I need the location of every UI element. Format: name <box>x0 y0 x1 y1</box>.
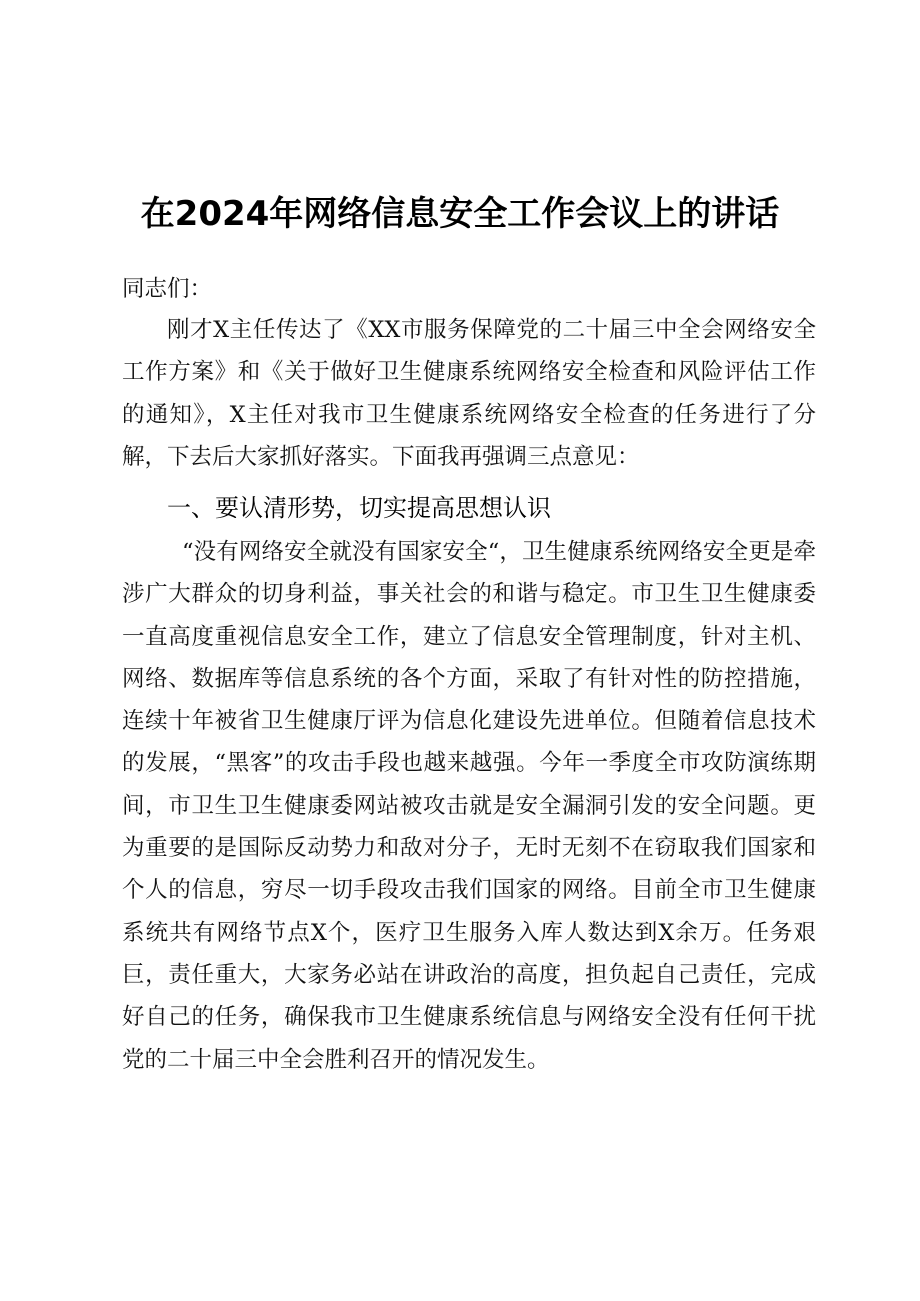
document-title: 在2024年网络信息安全工作会议上的讲话 <box>140 194 780 234</box>
paragraph-intro: 刚才X主任传达了《XX市服务保障党的二十届三中全会网络安全工作方案》和《关于做好卫生健康系统网络安全检查和风险评估工作的通知》，X主任对我市卫生健康系统网络安全检查的任务进行了分解，下去后大家抓好落实。下面我再强调三点意见： <box>122 317 816 470</box>
section-heading-1: 一、要认清形势，切实提高思想认识 <box>167 494 551 522</box>
salutation: 同志们： <box>122 276 213 302</box>
paragraph-situation: “没有网络安全就没有国家安全“，卫生健康系统网络安全更是牵涉广大群众的切身利益，事关社会的和谐与稳定。市卫生卫生健康委一直高度重视信息安全工作，建立了信息安全管理制度，针对主机、网络、数据库等信息系统的各个方面，采取了有针对性的防控措施，连续十年被省卫生健康厅评为信息化建设先进单位。但随着信息技术的发展，“黑客”的攻击手段也越来越强。今年一季度全市攻防演练期间，市卫生卫生健康委网站被攻击就是安全漏洞引发的安全问题。更为重要的是国际反动势力和敌对分子，无时无刻不在窃取我们国家和个人的信息，穷尽一切手段攻击我们国家的网络。目前全市卫生健康系统共有网络节点X个，医疗卫生服务入库人数达到X余万。任务艰巨，责任重大，大家务必站在讲政治的高度，担负起自己责任，完成好自己的任务，确保我市卫生健康系统信息与网络安全没有任何干扰党的二十届三中全会胜利召开的情况发生。 <box>122 539 816 1073</box>
